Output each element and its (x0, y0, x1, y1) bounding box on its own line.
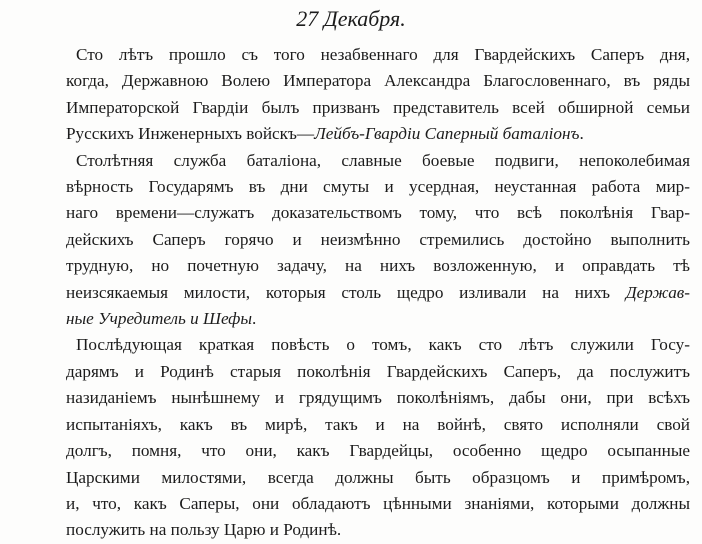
date-heading: 27 Декабря. (296, 6, 406, 31)
text-segment: долгъ, помня, что они, какъ Гвардейцы, особенно щедро осыпанные (66, 441, 690, 461)
text-line (66, 68, 690, 94)
text-line (66, 227, 690, 253)
text-line (66, 306, 690, 332)
text-line (66, 385, 690, 411)
text-segment: неизсякаемыя милости, которыя столь щедро изливали на нихъ (66, 282, 626, 302)
text-line (66, 332, 690, 358)
text-line (66, 491, 690, 517)
text-segment: испытаніяхъ, какъ въ мирѣ, такъ и на войнѣ, свято исполняли свой (66, 414, 690, 434)
text-segment: дейскихъ Саперъ горячо и неизмѣнно стремились достойно выполнить (66, 229, 690, 249)
paragraph (66, 42, 690, 148)
text-segment: Русскихъ Инженерныхъ войскъ— (66, 124, 315, 144)
paragraph (66, 148, 690, 333)
text-line (66, 200, 690, 226)
body-text (66, 42, 690, 544)
emphasized-text: ные Учредитель и Шефы (66, 309, 253, 329)
text-line (66, 412, 690, 438)
text-line (66, 95, 690, 121)
text-line (66, 42, 690, 68)
text-segment: назиданіемъ нынѣшнему и грядущимъ поколѣніямъ, дабы они, при всѣхъ (66, 388, 690, 408)
text-line (66, 121, 690, 147)
text-segment: Столѣтняя служба баталіона, славные боевые подвиги, непоколебимая (76, 150, 690, 170)
text-segment: Царскими милостями, всегда должны быть образцомъ и примѣромъ, (66, 467, 690, 487)
text-segment: вѣрность Государямъ въ дни смуты и усердная, неустанная работа мир- (66, 177, 690, 197)
text-segment: Сто лѣтъ прошло съ того незабвеннаго для Гвардейскихъ Саперъ дня, (76, 45, 690, 64)
text-segment: . (252, 309, 257, 329)
text-segment: Императорской Гвардіи былъ призванъ представитель всей обширной семьи (66, 97, 690, 117)
text-segment: трудную, но почетную задачу, на нихъ возложенную, и оправдать тѣ (66, 256, 690, 276)
text-line (66, 174, 690, 200)
text-segment: и, что, какъ Саперы, они обладаютъ цѣнными знаніями, которыми должны (66, 493, 690, 513)
text-segment: послужить на пользу Царю и Родинѣ. (66, 520, 342, 540)
text-line (66, 438, 690, 464)
text-segment: когда, Державною Волею Императора Александра Благословеннаго, въ ряды (66, 71, 690, 91)
text-segment: . (579, 124, 584, 144)
text-line (66, 465, 690, 491)
paragraph (66, 332, 690, 543)
text-line (66, 517, 690, 543)
text-line (66, 359, 690, 385)
text-segment: дарямъ и Родинѣ старыя поколѣнія Гвардейскихъ Саперъ, да послужитъ (66, 361, 690, 381)
text-line (66, 280, 690, 306)
emphasized-text: Держав- (625, 282, 690, 302)
text-line (66, 253, 690, 279)
text-segment: наго времени—служатъ доказательствомъ тому, что всѣ поколѣнія Гвар- (66, 203, 690, 223)
text-segment: Послѣдующая краткая повѣсть о томъ, какъ сто лѣтъ служили Госу- (76, 335, 690, 355)
emphasized-text: Лейбъ-Гвардіи Саперный баталіонъ (314, 124, 580, 144)
text-line (66, 148, 690, 174)
